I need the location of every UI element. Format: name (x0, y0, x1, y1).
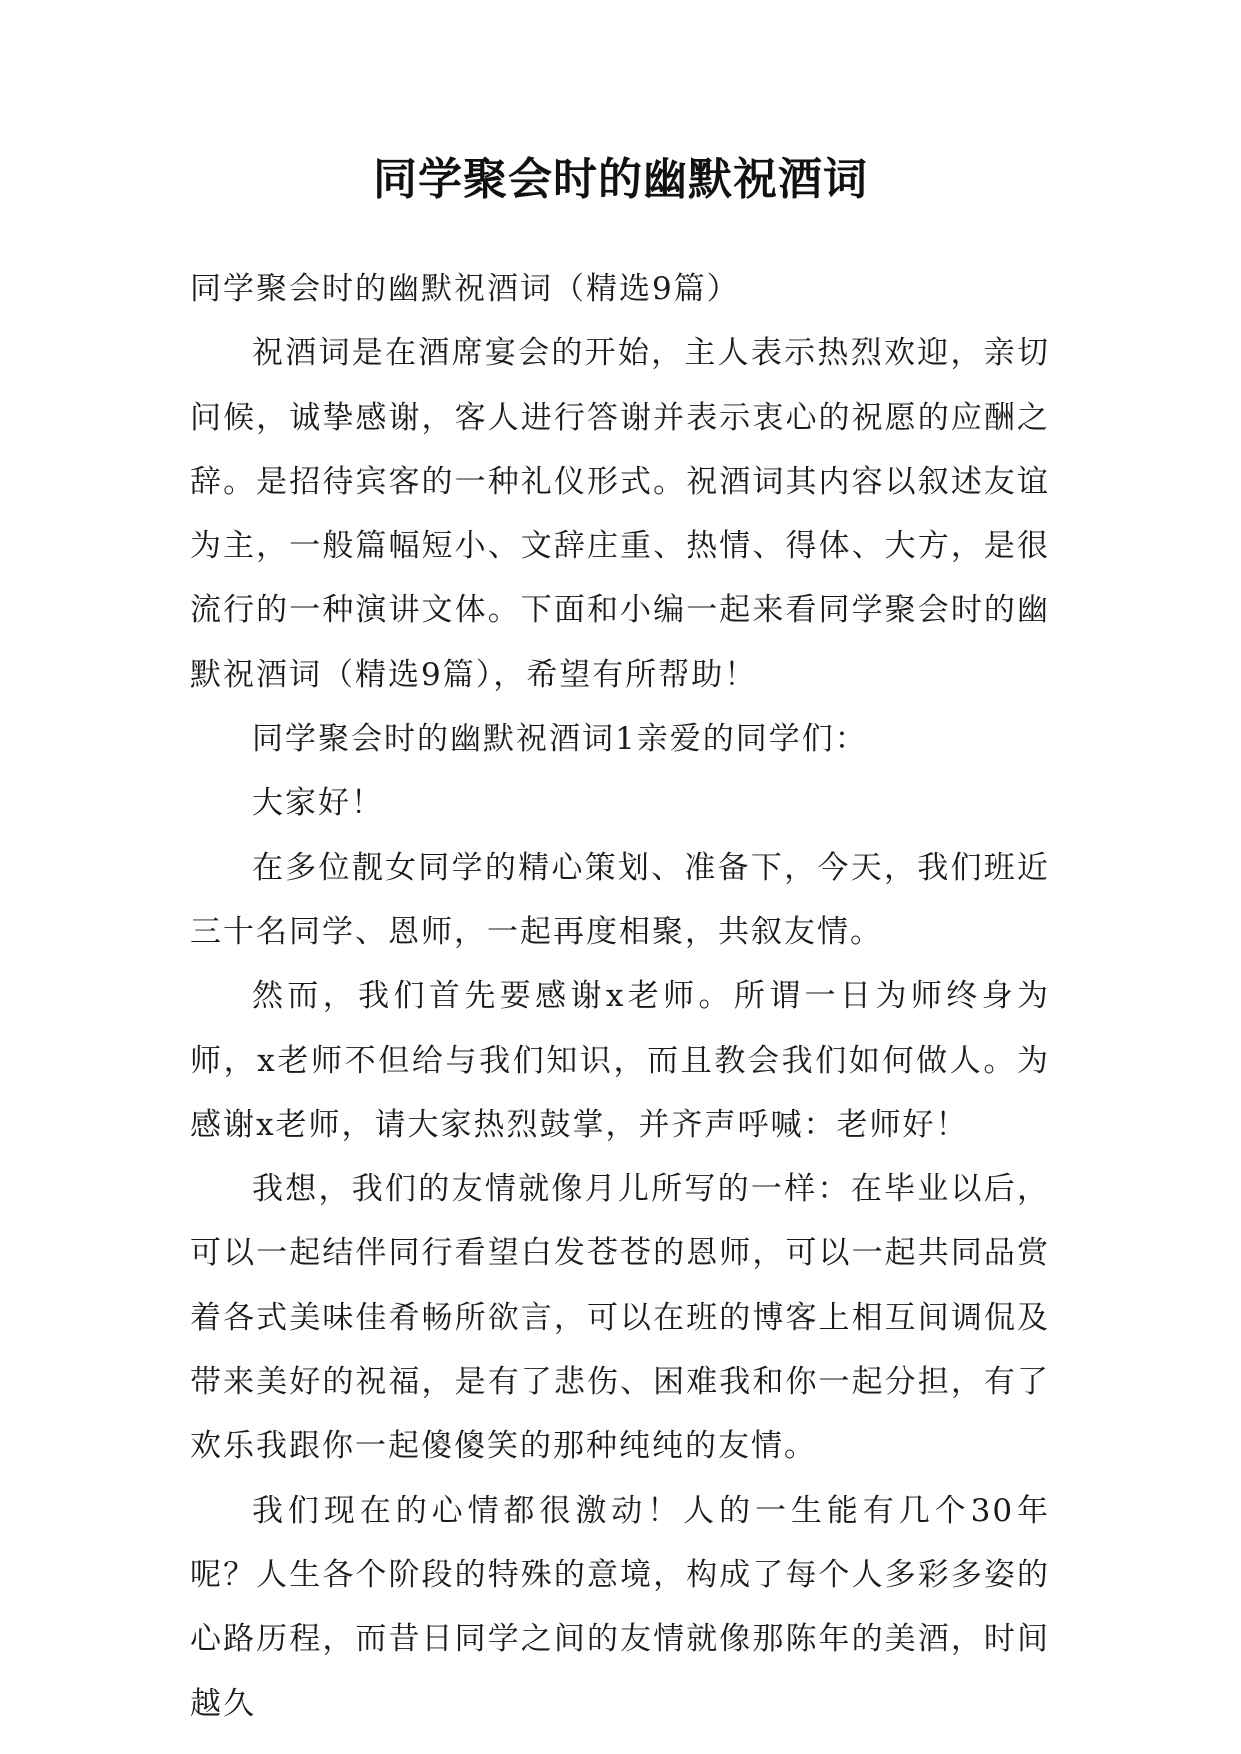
body-paragraph: 我想，我们的友情就像月儿所写的一样：在毕业以后，可以一起结伴同行看望白发苍苍的恩师，可以一起共同品赏着各式美味佳肴畅所欲言，可以在班的博客上相互间调侃及带来美好的祝福，是有了悲伤、困难我和你一起分担，有了欢乐我跟你一起傻傻笑的那种纯纯的友情。 (190, 1171, 1050, 1465)
body-paragraph: 在多位靓女同学的精心策划、准备下，今天，我们班近三十名同学、恩师，一起再度相聚，共叙友情。 (190, 849, 1050, 950)
intro-paragraph: 祝酒词是在酒席宴会的开始，主人表示热烈欢迎，亲切问候，诚挚感谢，客人进行答谢并表示衷心的祝愿的应酬之辞。是招待宾客的一种礼仪形式。祝酒词其内容以叙述友谊为主，一般篇幅短小、文辞庄重、热情、得体、大方，是很流行的一种演讲文体。下面和小编一起来看同学聚会时的幽默祝酒词（精选9篇），希望有所帮助！ (190, 335, 1050, 693)
greeting-paragraph: 大家好！ (252, 785, 384, 822)
subtitle-paragraph: 同学聚会时的幽默祝酒词（精选9篇） (190, 271, 740, 307)
document-title: 同学聚会时的幽默祝酒词 (373, 154, 868, 205)
document-body (190, 257, 1050, 1736)
body-paragraph: 我们现在的心情都很激动！人的一生能有几个30年呢？人生各个阶段的特殊的意境，构成了每个人多彩多姿的心路历程，而昔日同学之间的友情就像那陈年的美酒，时间越久 (190, 1492, 1050, 1722)
body-paragraph: 然而，我们首先要感谢x老师。所谓一日为师终身为师，x老师不但给与我们知识，而且教会我们如何做人。为感谢x老师，请大家热烈鼓掌，并齐声呼喊：老师好！ (190, 978, 1050, 1143)
section-heading-paragraph: 同学聚会时的幽默祝酒词1亲爱的同学们： (252, 721, 868, 758)
